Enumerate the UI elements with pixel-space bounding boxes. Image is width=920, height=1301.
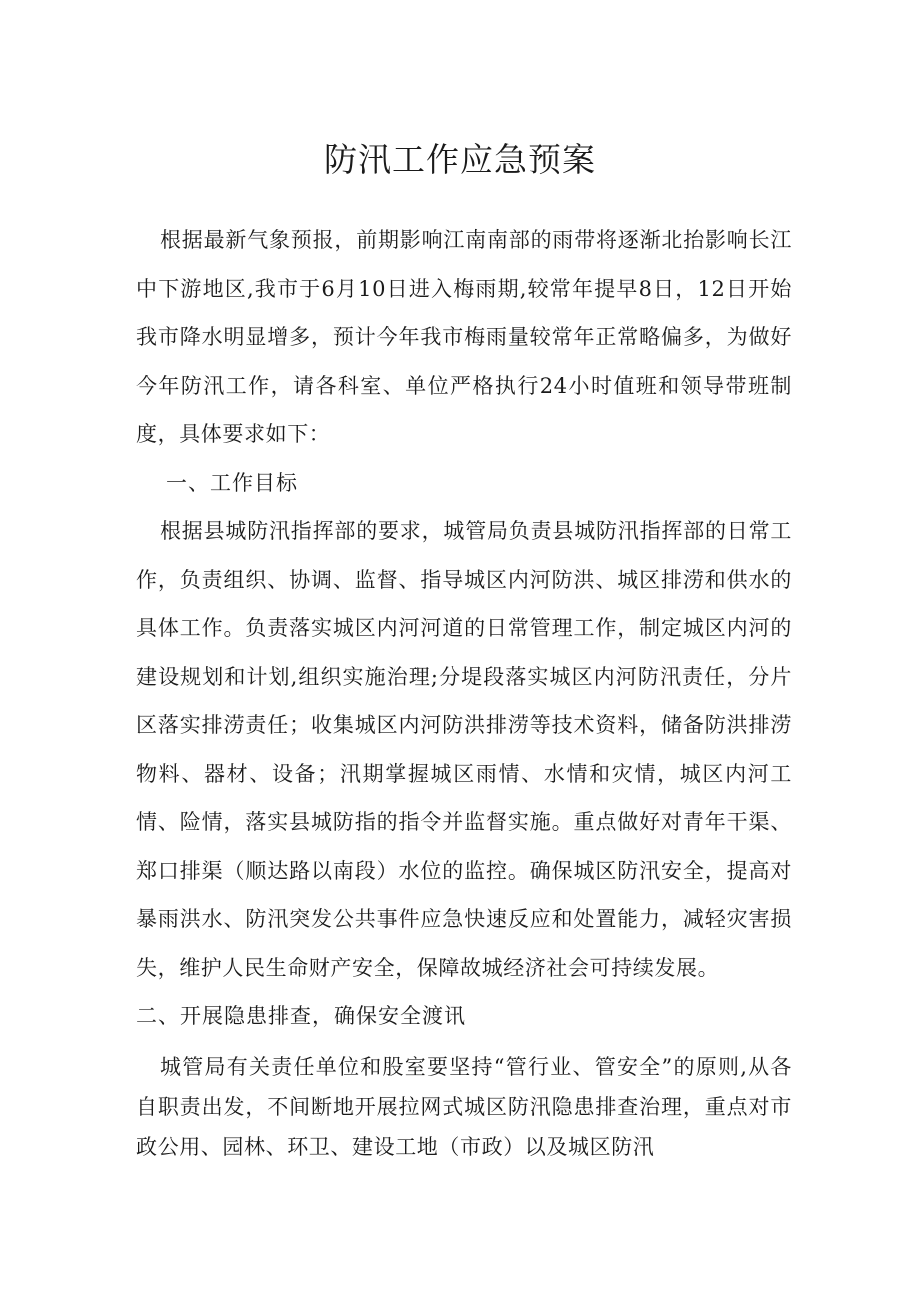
- intro-paragraph: 根据最新气象预报，前期影响江南南部的雨带将逐渐北抬影响长江中下游地区,我市于6月10日进入梅雨期,较常年提早8日，12日开始我市降水明显增多，预计今年我市梅雨量较常年正常略偏多，为做好今年防汛工作，请各科室、单位严格执行24小时值班和领导带班制度，具体要求如下：: [136, 228, 792, 446]
- section-1-heading: 一、工作目标: [166, 470, 298, 495]
- section-2-heading: 二、开展隐患排查，确保安全渡讯: [136, 1004, 466, 1028]
- document-title: 防汛工作应急预案: [324, 140, 596, 179]
- section-2-paragraph: 城管局有关责任单位和股室要坚持“管行业、管安全”的原则,从各自职责出发，不间断地开展拉网式城区防汛隐患排查治理，重点对市政公用、园林、环卫、建设工地（市政）以及城区防汛: [136, 1054, 792, 1159]
- section-1-paragraph: 根据县城防汛指挥部的要求，城管局负责县城防汛指挥部的日常工作，负责组织、协调、监督、指导城区内河防洪、城区排涝和供水的具体工作。负责落实城区内河河道的日常管理工作，制定城区内河的建设规划和计划,组织实施治理;分堤段落实城区内河防汛责任，分片区落实排涝责任；收集城区内河防洪排涝等技术资料，储备防洪排涝物料、器材、设备；汛期掌握城区雨情、水情和灾情，城区内河工情、险情，落实县城防指的指令并监督实施。重点做好对青年干渠、郑口排渠（顺达路以南段）水位的监控。确保城区防汛安全，提高对暴雨洪水、防汛突发公共事件应急快速反应和处置能力，减轻灾害损失，维护人民生命财产安全，保障故城经济社会可持续发展。: [136, 519, 792, 980]
- document-body: [136, 216, 792, 1167]
